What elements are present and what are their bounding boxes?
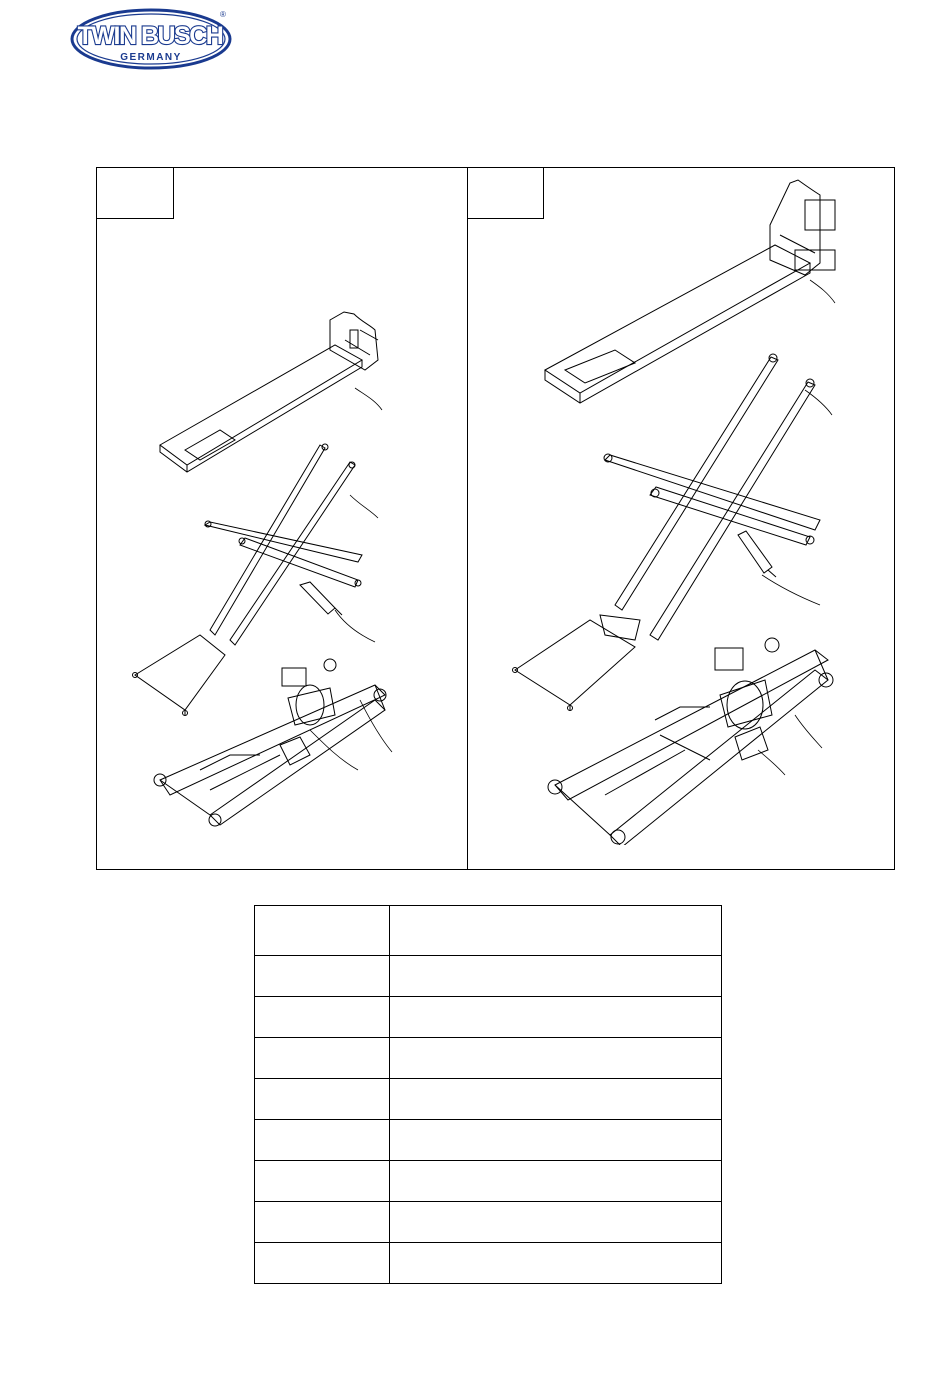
table-row [255,1202,722,1243]
table-cell [255,956,390,997]
table-row [255,1161,722,1202]
left-lift-exploded-drawing [130,300,400,840]
table-cell [390,1120,722,1161]
table-header-cell [390,906,722,956]
table-header-cell [255,906,390,956]
table-row [255,997,722,1038]
table-cell [255,1038,390,1079]
table-cell [390,1161,722,1202]
logo-country-text: GERMANY [120,52,182,63]
table-cell [255,1079,390,1120]
table-cell [255,1202,390,1243]
table-row [255,956,722,997]
right-ramp [513,615,641,711]
table-cell [255,1120,390,1161]
brand-logo [70,8,232,70]
table-row [255,1079,722,1120]
table-row [255,1038,722,1079]
figure-divider [467,167,468,870]
right-base-frame [548,638,833,845]
logo-brand-text: TWIN BUSCH [77,22,223,50]
parts-table [254,905,722,1284]
table-cell [390,1243,722,1284]
right-scissor-arms [604,354,820,640]
table-cell [255,1243,390,1284]
table-row [255,1243,722,1284]
left-ramp [133,635,226,716]
table-cell [390,1079,722,1120]
table-header-row [255,906,722,956]
table-cell [390,997,722,1038]
table-row [255,1120,722,1161]
table-cell [255,1161,390,1202]
right-lift-exploded-drawing [510,175,850,845]
left-platform [160,312,378,472]
logo-registered-mark: ® [220,10,226,19]
table-cell [390,1038,722,1079]
left-hydraulic-cylinder [300,582,342,615]
right-hydraulic-cylinder [738,531,776,577]
right-platform [545,180,835,403]
table-cell [390,956,722,997]
table-cell [390,1202,722,1243]
left-base-frame [154,659,386,826]
left-panel-tag [96,167,174,219]
table-cell [255,997,390,1038]
